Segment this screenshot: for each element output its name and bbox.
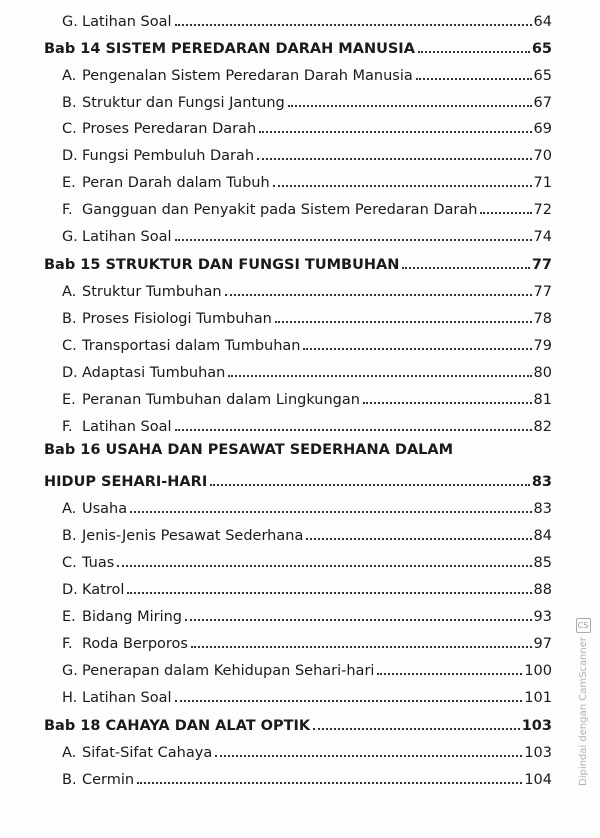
dot-leader — [191, 646, 532, 648]
toc-page-number: 103 — [521, 718, 552, 734]
toc-page-number: 79 — [533, 338, 552, 354]
toc-page-number: 82 — [533, 419, 552, 435]
toc-section-letter: A. — [62, 501, 77, 517]
toc-page-number: 78 — [533, 311, 552, 327]
toc-entry-title: Peran Darah dalam Tubuh — [82, 175, 270, 191]
toc-page-number: 84 — [533, 528, 552, 544]
toc-page-number: 83 — [533, 501, 552, 517]
toc-section[interactable] — [0, 764, 552, 788]
toc-section-letter: G. — [62, 14, 78, 30]
dot-leader — [228, 375, 531, 377]
dot-leader — [273, 185, 532, 187]
dot-leader — [363, 402, 532, 404]
toc-entry-title: Peranan Tumbuhan dalam Lingkungan — [82, 392, 360, 408]
toc-entry-title: Jenis-Jenis Pesawat Sederhana — [82, 528, 304, 544]
toc-page-number: 93 — [533, 609, 552, 625]
toc-section-letter: B. — [62, 528, 77, 544]
toc-page-number: 103 — [524, 745, 552, 761]
toc-section[interactable] — [0, 737, 552, 761]
toc-section-letter: A. — [62, 284, 77, 300]
toc-section-letter: E. — [62, 392, 76, 408]
toc-chapter[interactable] — [0, 33, 552, 57]
camscanner-logo-icon: CS — [576, 618, 591, 633]
toc-page-number: 72 — [533, 202, 552, 218]
toc-entry-title: Pengenalan Sistem Peredaran Darah Manusia — [82, 68, 413, 84]
toc-chapter-title: Bab 16 USAHA DAN PESAWAT SEDERHANA DALAM — [44, 442, 454, 458]
toc-page-number: 101 — [524, 690, 552, 706]
toc-section-letter: C. — [62, 555, 77, 571]
dot-leader — [303, 348, 531, 350]
toc-section-letter: B. — [62, 772, 77, 788]
dot-leader — [306, 538, 531, 540]
toc-entry-title: Struktur Tumbuhan — [82, 284, 222, 300]
toc-page-number: 69 — [533, 121, 552, 137]
toc-entry-title: Tuas — [82, 555, 115, 571]
dot-leader — [225, 294, 532, 296]
toc-page-number: 83 — [531, 474, 552, 490]
toc-entry-title: Proses Fisiologi Tumbuhan — [82, 311, 272, 327]
dot-leader — [313, 728, 520, 730]
toc-section-letter: A. — [62, 745, 77, 761]
toc-section[interactable] — [0, 574, 552, 598]
toc-section[interactable] — [0, 303, 552, 327]
dot-leader — [418, 51, 530, 53]
toc-section-letter: D. — [62, 582, 78, 598]
toc-entry-title: Latihan Soal — [82, 690, 172, 706]
toc-entry-title: Bab 14 SISTEM PEREDARAN DARAH MANUSIA — [44, 41, 415, 57]
toc-section[interactable] — [0, 493, 552, 517]
toc-section[interactable] — [0, 655, 552, 679]
toc-page-number: 71 — [533, 175, 552, 191]
toc-section[interactable] — [0, 221, 552, 245]
dot-leader — [288, 105, 532, 107]
toc-section-letter: E. — [62, 175, 76, 191]
toc-entry-title: Latihan Soal — [82, 419, 172, 435]
toc-entry-title: Bidang Miring — [82, 609, 182, 625]
toc-chapter[interactable] — [0, 249, 552, 273]
toc-section-letter: E. — [62, 609, 76, 625]
toc-entry-title: Latihan Soal — [82, 229, 172, 245]
toc-entry-title: Sifat-Sifat Cahaya — [82, 745, 213, 761]
toc-section-letter: B. — [62, 95, 77, 111]
toc-entry-title: Adaptasi Tumbuhan — [82, 365, 226, 381]
dot-leader — [130, 511, 531, 513]
toc-page-number: 74 — [533, 229, 552, 245]
toc-page-number: 77 — [531, 257, 552, 273]
dot-leader — [402, 267, 529, 269]
toc-entry-title: Roda Berporos — [82, 636, 188, 652]
toc-section[interactable] — [0, 167, 552, 191]
toc-entry-title: Transportasi dalam Tumbuhan — [82, 338, 301, 354]
toc-section-letter: D. — [62, 148, 78, 164]
toc-section[interactable] — [0, 357, 552, 381]
dot-leader — [210, 484, 530, 486]
toc-section-letter: A. — [62, 68, 77, 84]
toc-section[interactable] — [0, 87, 552, 111]
toc-page-number: 81 — [533, 392, 552, 408]
toc-entry-title: HIDUP SEHARI-HARI — [44, 474, 208, 490]
toc-page-number: 77 — [533, 284, 552, 300]
dot-leader — [175, 239, 532, 241]
dot-leader — [257, 158, 531, 160]
toc-entry-title: Bab 15 STRUKTUR DAN FUNGSI TUMBUHAN — [44, 257, 400, 273]
dot-leader — [275, 321, 532, 323]
toc-page-number: 88 — [533, 582, 552, 598]
toc-page-number: 70 — [533, 148, 552, 164]
toc-section[interactable] — [0, 628, 552, 652]
dot-leader — [175, 700, 523, 702]
dot-leader — [215, 755, 522, 757]
toc-page-number: 100 — [524, 663, 552, 679]
toc-section[interactable] — [0, 113, 552, 137]
dot-leader — [259, 131, 531, 133]
toc-page-number: 65 — [533, 68, 552, 84]
dot-leader — [185, 619, 532, 621]
toc-section-letter: F. — [62, 636, 73, 652]
toc-section[interactable] — [0, 276, 552, 300]
toc-page-number: 67 — [533, 95, 552, 111]
toc-section[interactable] — [0, 411, 552, 435]
toc-section-letter: C. — [62, 121, 77, 137]
toc-entry-title: Gangguan dan Penyakit pada Sistem Peredaran Darah — [82, 202, 478, 218]
toc-entry-title: Katrol — [82, 582, 125, 598]
dot-leader — [377, 673, 522, 675]
toc-page-number: 80 — [533, 365, 552, 381]
dot-leader — [175, 429, 532, 431]
toc-section[interactable] — [0, 601, 552, 625]
toc-entry-title: Bab 18 CAHAYA DAN ALAT OPTIK — [44, 718, 311, 734]
toc-page-number: 65 — [531, 41, 552, 57]
toc-entry-title: Latihan Soal — [82, 14, 172, 30]
toc-page-number: 85 — [533, 555, 552, 571]
toc-page-number: 97 — [533, 636, 552, 652]
watermark-text: Dipindai dengan CamScanner — [577, 637, 589, 786]
toc-chapter[interactable] — [0, 466, 552, 490]
toc-page-number: 64 — [533, 14, 552, 30]
toc-section-letter: H. — [62, 690, 78, 706]
toc-entry-title: Fungsi Pembuluh Darah — [82, 148, 255, 164]
dot-leader — [175, 24, 532, 26]
dot-leader — [137, 782, 522, 784]
dot-leader — [480, 212, 531, 214]
toc-entry-title: Proses Peredaran Darah — [82, 121, 257, 137]
toc-section[interactable] — [0, 384, 552, 408]
toc-section[interactable] — [0, 547, 552, 571]
dot-leader — [416, 78, 532, 80]
toc-section[interactable] — [0, 682, 552, 706]
toc-section-letter: C. — [62, 338, 77, 354]
toc-entry-title: Penerapan dalam Kehidupan Sehari-hari — [82, 663, 375, 679]
toc-section-letter: F. — [62, 202, 73, 218]
toc-section[interactable] — [0, 194, 552, 218]
toc-section[interactable] — [0, 520, 552, 544]
toc-section[interactable] — [0, 140, 552, 164]
toc-entry-title: Usaha — [82, 501, 128, 517]
toc-page-number: 104 — [524, 772, 552, 788]
toc-section[interactable] — [0, 330, 552, 354]
toc-entry-title: Cermin — [82, 772, 135, 788]
dot-leader — [127, 592, 531, 594]
toc-chapter[interactable] — [0, 710, 552, 734]
camscanner-watermark — [572, 618, 594, 828]
toc-section[interactable] — [0, 6, 552, 30]
toc-section-letter: G. — [62, 663, 78, 679]
toc-section-letter: B. — [62, 311, 77, 327]
dot-leader — [117, 565, 531, 567]
toc-section-letter: G. — [62, 229, 78, 245]
toc-entry-title: Struktur dan Fungsi Jantung — [82, 95, 285, 111]
toc-section[interactable] — [0, 60, 552, 84]
toc-section-letter: F. — [62, 419, 73, 435]
toc-section-letter: D. — [62, 365, 78, 381]
